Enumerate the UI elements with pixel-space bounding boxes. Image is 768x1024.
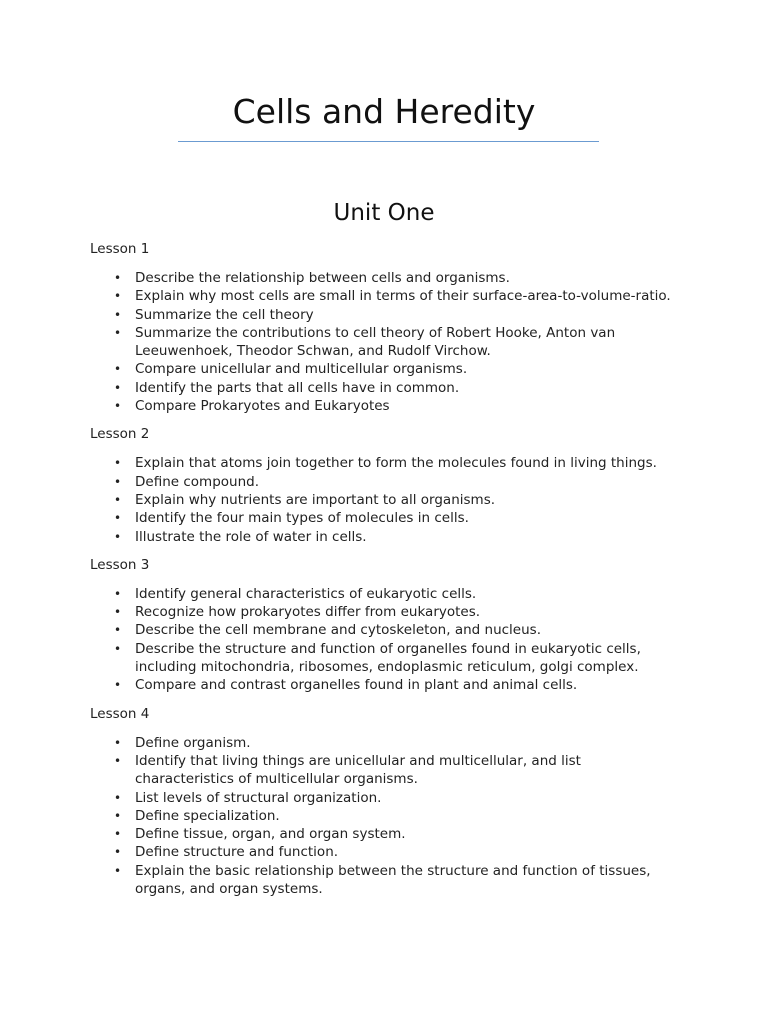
objective-item [90, 324, 675, 361]
lesson-label: Lesson 4 [90, 705, 150, 722]
objective-item [90, 360, 675, 378]
objective-list [90, 269, 690, 415]
objective-text: Summarize the cell theory [135, 306, 314, 323]
lesson-1 [90, 239, 690, 415]
objective-text: Define tissue, organ, and organ system. [135, 826, 406, 843]
objective-text: Illustrate the role of water in cells. [135, 528, 367, 545]
objective-text: Summarize the contributions to cell theory of Robert Hooke, Anton van Leeuwenhoek, Theodor Schwan, and Rudolf Virchow. [135, 324, 616, 360]
objective-item [90, 862, 675, 899]
objective-item [90, 454, 675, 472]
objective-item [90, 807, 675, 825]
objective-item [90, 789, 675, 807]
objective-list [90, 454, 690, 545]
objective-item [90, 269, 675, 287]
lesson-2 [90, 424, 690, 545]
objective-text: Identify that living things are unicellular and multicellular, and list characteristics of multicellular organisms. [135, 752, 581, 788]
bullet-icon: • [114, 753, 122, 768]
objective-text: Compare and contrast organelles found in plant and animal cells. [135, 677, 578, 694]
bullet-icon: • [114, 289, 122, 304]
objective-text: Describe the cell membrane and cytoskeleton, and nucleus. [135, 622, 541, 639]
objective-text: Recognize how prokaryotes differ from eukaryotes. [135, 604, 481, 621]
bullet-icon: • [114, 529, 122, 544]
lesson-3 [90, 555, 690, 695]
objective-item [90, 585, 675, 603]
document-title: Cells and Heredity [232, 92, 536, 131]
objective-text: List levels of structural organization. [135, 789, 382, 806]
objective-item [90, 621, 675, 639]
objective-text: Identify the four main types of molecules in cells. [135, 510, 469, 527]
bullet-icon: • [114, 827, 122, 842]
objective-text: Define compound. [135, 473, 259, 490]
objective-item [90, 825, 675, 843]
objective-text: Define structure and function. [135, 844, 339, 861]
lessons-container [90, 239, 690, 907]
objective-item [90, 491, 675, 509]
bullet-icon: • [114, 863, 122, 878]
objective-item [90, 603, 675, 621]
objective-item [90, 306, 675, 324]
lesson-4 [90, 704, 690, 899]
lesson-label: Lesson 2 [90, 426, 150, 443]
bullet-icon: • [114, 678, 122, 693]
objective-list [90, 585, 690, 695]
objective-item [90, 752, 675, 789]
objective-text: Describe the structure and function of organelles found in eukaryotic cells, including mitochondria, ribosomes, endoplasmic reticulum, golgi complex. [135, 640, 641, 676]
lesson-label: Lesson 3 [90, 556, 150, 573]
bullet-icon: • [114, 456, 122, 471]
bullet-icon: • [114, 790, 122, 805]
objective-item [90, 528, 675, 546]
bullet-icon: • [114, 399, 122, 414]
objective-text: Explain the basic relationship between the structure and function of tissues, organs, and organ systems. [135, 862, 651, 898]
objective-list [90, 734, 690, 899]
bullet-icon: • [114, 735, 122, 750]
bullet-icon: • [114, 586, 122, 601]
bullet-icon: • [114, 845, 122, 860]
bullet-icon: • [114, 362, 122, 377]
objective-text: Compare unicellular and multicellular organisms. [135, 361, 468, 378]
objective-text: Identify general characteristics of eukaryotic cells. [135, 585, 477, 602]
objective-text: Compare Prokaryotes and Eukaryotes [135, 398, 390, 415]
objective-item [90, 734, 675, 752]
bullet-icon: • [114, 623, 122, 638]
bullet-icon: • [114, 605, 122, 620]
objective-item [90, 640, 675, 677]
objective-item [90, 473, 675, 491]
objective-text: Describe the relationship between cells and organisms. [135, 270, 510, 286]
bullet-icon: • [114, 808, 122, 823]
bullet-icon: • [114, 511, 122, 526]
bullet-icon: • [114, 325, 122, 340]
objective-text: Define organism. [135, 734, 251, 751]
objective-text: Identify the parts that all cells have in common. [135, 379, 460, 396]
unit-heading: Unit One [333, 200, 435, 226]
objective-text: Explain why most cells are small in terms of their surface-area-to-volume-ratio. [135, 288, 671, 305]
objective-item [90, 676, 675, 694]
bullet-icon: • [114, 474, 122, 489]
objective-item [90, 287, 675, 305]
objective-text: Explain that atoms join together to form the molecules found in living things. [135, 455, 657, 472]
objective-item [90, 509, 675, 527]
bullet-icon: • [114, 641, 122, 656]
objective-item [90, 379, 675, 397]
objective-item [90, 397, 675, 415]
lesson-label: Lesson 1 [90, 241, 150, 257]
bullet-icon: • [114, 492, 122, 507]
bullet-icon: • [114, 307, 122, 322]
bullet-icon: • [114, 380, 122, 395]
objective-item [90, 843, 675, 861]
objective-text: Define specialization. [135, 807, 280, 824]
objective-text: Explain why nutrients are important to all organisms. [135, 491, 496, 508]
title-underline [178, 141, 599, 142]
bullet-icon: • [114, 271, 122, 285]
